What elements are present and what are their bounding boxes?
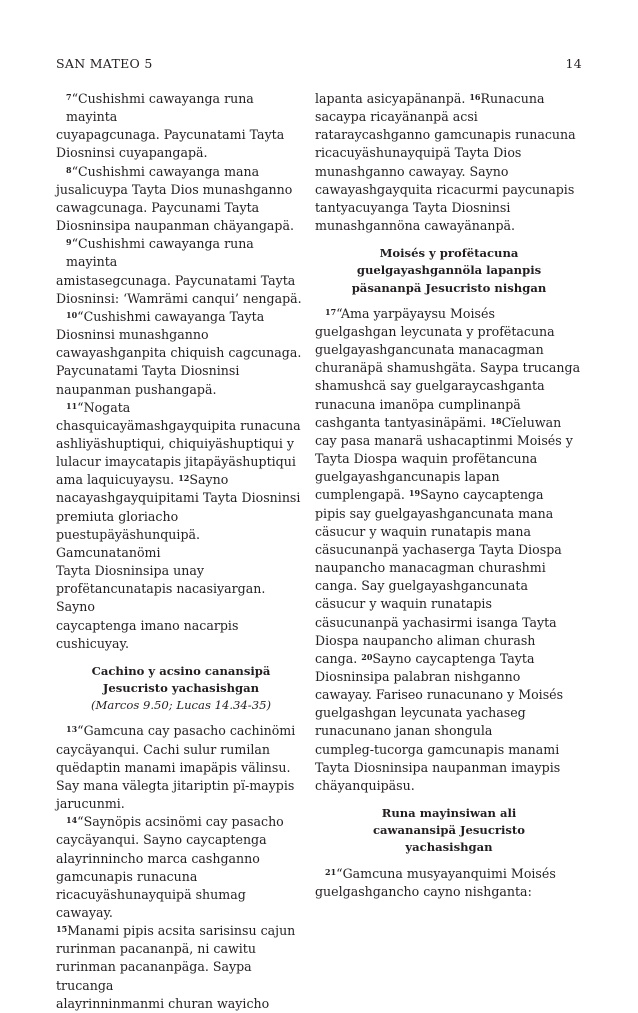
verse-number: 12 [178,473,190,484]
verse-number: 8 [66,164,72,175]
verse-number: 10 [66,309,78,320]
page-header [56,56,582,74]
verse-number: 14 [66,815,78,826]
left-column [56,90,306,1013]
verse-number: 16 [469,92,481,102]
verse-9: $^9$“Cushishmi cawayanga runa mayinta amistasegcunaga. Paycunatami Tayta Diosninsi: ‘Wamrämi canqui’ nengapä. [56,236,302,306]
parallel-reference: (Marcos 9.50; Lucas 14.34-35) [91,698,271,713]
verse-10: $^{10}$“Cushishmi cawayanga Tayta Diosninsi munashganno cawayashganpita chiquish cagcunaga. Paycunatami Tayta Diosninsi naupanman pushangapä. [56,308,302,397]
verse-number: 9 [66,237,72,248]
verse-14-15: $^{14}$“Saynöpis acsinömi cay pasacho caycäyanqui. Sayno caycaptenga alayrinnincho marca cashganno gamcunapis runacuna ricacuyäshunayquipä shumag cawayay. $^{15}$Manami pipis acsita sarisinsu cajun rurinman pacananpä, ni cawitu rurinman pacananpäga. Saypa trucanga alayrinninmanmi churan wayicho [56,814,296,1011]
section-heading: Cachino y acsino canansipä Jesucristo yachasishgan (Marcos 9.50; Lucas 14.34-35) [91,663,271,713]
verse-17-20: $^{17}$“Ama yarpäyaysu Moisés guelgashgan leycunata y profëtacuna guelgayashgancunata manacagman churanäpä shamushgäta. Saypa trucanga shamushcä say guelgaraycashganta runacuna imanöpa cumplinanpä cashganta tantyasinäpämi. $^{18}$Cïeluwan cay pasa manarä ushacaptinmi Moisés y Tayta Diospa waquin profëtancuna guelgayashgancunapis lapan cumplengapä. $^{19}$Sayno caycaptenga pipis say guelgayashgancunata mana cäsucur y waquin runatapis mana cäsucunanpä yachaserga Tayta Diospa naupancho manacagman churashmi canga. Say guelgayashgancunata cäsucur y waquin runatapis cäsucunanpä yachasirmi isanga Tayta Diospa naupancho aliman churash canga. $^{20}$Sayno caycaptenga Tayta Diosninsipa palabran nishganno cawayay. Fariseo runacunano y Moisés guelgashgan leycunata yachaseg runacunano janan shongula cumpleg-tucorga gamcunapis manami Tayta Diosninsipa naupanman imaypis chäyanquipäsu. [315,305,581,793]
verse-number: 15 [56,924,68,935]
verse-21: $^{21}$“Gamcuna musyayanquimi Moisés guelgashgancho cayno nishganta: [315,865,556,899]
verse-number: 21 [325,866,337,877]
verse-7: $^7$“Cushishmi cawayanga runa mayinta cuyapagcunaga. Paycunatami Tayta Diosninsi cuyapangapä. [56,91,285,161]
page-number: 14 [565,56,582,71]
section-heading: Moisés y profëtacuna guelgayashgannöla lapanpis päsananpä Jesucristo nishgan [351,246,547,295]
verse-number: 13 [66,724,78,735]
verse-13: $^{13}$“Gamcuna cay pasacho cachinömi caycäyanqui. Cachi sulur rumilan quëdaptin manami imapäpis välinsu. Say mana välegta jitariptin pï-maypis jarucunmi. [56,723,296,812]
verse-number: 7 [66,92,72,102]
section-heading: Runa mayinsiwan ali cawanansipä Jesucristo yachasishgan [372,806,526,855]
running-head-book: SAN MATEO 5 [56,56,153,71]
verse-number: 18 [490,415,502,426]
verse-11-12: $^{11}$“Nogata chasquicayämashgayquipita runacuna ashliyäshuptiqui, chiquiyäshuptiqui y lulacur imaycatapis jitapäyäshuptiqui ama laquicuyaysu. $^{12}$Sayno nacayashgayquipitami Tayta Diosninsi premiuta gloriacho puestupäyäshunquipä. Gamcunatanömi Tayta Diosninsipa unay profëtancunatapis nacasiyargan. Sayno caycaptenga imano nacarpis cushicuyay. [56,399,301,651]
verse-number: 11 [66,400,78,411]
verse-8: $^8$“Cushishmi cawayanga mana jusalicuypa Tayta Dios munashganno cawagcunaga. Paycunami Tayta Diosninsipa naupanman chäyangapä. [56,163,295,234]
verse-number: 20 [361,651,373,662]
right-column [315,90,583,901]
verse-number: 17 [325,306,337,317]
verse-number: 19 [408,488,421,499]
verse-15-16: lapanta asicyapänanpä. $^{16}$Runacuna sacaypa ricayänanpä acsi rataraycashganno gamcunapis runacuna ricacuyäshunayquipä Tayta Dios munashganno cawayay. Sayno cawayashgayquita ricacurmi paycunapis tantyacuyanga Tayta Diosninsi munashgannöna cawayänanpä. [315,91,576,234]
